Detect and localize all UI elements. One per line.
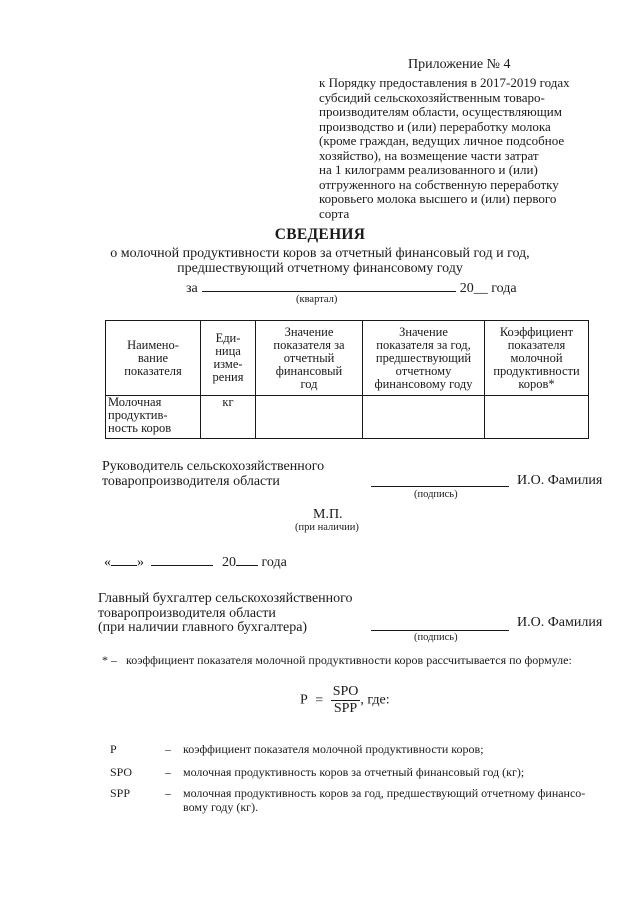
annex-line: отгруженного на собственную переработку	[319, 176, 559, 192]
legend-key: P	[110, 742, 117, 756]
footnote-mark: * –	[102, 653, 117, 667]
legend-text: коэффициент показателя молочной продуктивности коров;	[183, 742, 484, 756]
annex-line: производителям области, осуществляющим	[319, 104, 562, 119]
accountant-signature-hint: (подпись)	[414, 632, 458, 643]
cell-previous-year[interactable]	[363, 396, 485, 439]
subtitle-line-2: предшествующий отчетному финансовому году	[177, 261, 463, 276]
date-line	[104, 553, 287, 571]
accountant-line-3: (при наличии главного бухгалтера)	[98, 620, 308, 635]
cell-indicator: Молочная продуктив- ность коров	[106, 396, 201, 439]
quarter-hint: (квартал)	[296, 294, 338, 305]
formula-denominator: SPP	[333, 701, 358, 716]
cell-current-year[interactable]	[256, 396, 363, 439]
legend-key: SPP	[110, 786, 131, 800]
cell-coefficient[interactable]	[485, 396, 589, 439]
seal-hint: (при наличии)	[295, 522, 359, 533]
formula	[300, 684, 390, 717]
formula-fraction	[331, 684, 361, 717]
annex-line: субсидий сельскохозяйственным товаро-	[319, 89, 545, 105]
annex-description	[319, 76, 614, 221]
seal-label: М.П.	[313, 507, 343, 522]
quarter-blank[interactable]	[202, 279, 456, 292]
day-blank[interactable]	[111, 553, 137, 566]
table-row	[106, 396, 589, 439]
document-subtitle	[0, 246, 640, 276]
legend-dash: –	[165, 786, 171, 800]
formula-tail: , где:	[360, 692, 390, 708]
period-suffix: 20__ года	[459, 281, 517, 296]
year-prefix: 20	[222, 555, 236, 570]
month-blank[interactable]	[151, 553, 213, 566]
annex-title: Приложение № 4	[408, 57, 511, 72]
table-header-row	[106, 321, 589, 396]
year-suffix: года	[261, 555, 287, 570]
annex-line: на 1 килограмм реализованного и (или)	[319, 162, 538, 177]
col-header-coefficient: Коэффициент показателя молочной продуктивности коров*	[485, 321, 589, 396]
accountant-line-2: товаропроизводителя области	[98, 605, 276, 621]
head-title	[102, 460, 324, 489]
head-signature-line[interactable]	[371, 474, 509, 487]
formula-equals: =	[315, 692, 324, 708]
col-header-previous-year: Значение показателя за год, предшествующий отчетному финансовому году	[363, 321, 485, 396]
legend-dash: –	[165, 742, 171, 756]
date-open-quote: «	[104, 555, 111, 570]
footnote-text: коэффициент показателя молочной продуктивности коров рассчитывается по формуле:	[126, 653, 572, 667]
cell-unit: кг	[201, 396, 256, 439]
accountant-name: И.О. Фамилия	[517, 615, 603, 630]
head-name: И.О. Фамилия	[517, 473, 603, 488]
annex-line: (кроме граждан, ведущих личное подсобное	[319, 133, 565, 148]
formula-numerator: SPO	[332, 684, 359, 699]
annex-line: к Порядку предоставления в 2017-2019 годах	[319, 75, 570, 90]
annex-line: коровьего молока высшего и (или) первого	[319, 191, 557, 206]
subtitle-line-1: о молочной продуктивности коров за отчетный финансовый год и год,	[110, 246, 530, 261]
data-table	[105, 320, 589, 439]
accountant-title	[98, 592, 353, 636]
accountant-signature-line[interactable]	[371, 618, 509, 631]
legend-dash: –	[165, 765, 171, 779]
accountant-line-1: Главный бухгалтер сельскохозяйственного	[98, 591, 353, 606]
head-signature-hint: (подпись)	[414, 489, 458, 500]
col-header-indicator: Наимено- вание показателя	[106, 321, 201, 396]
year-blank[interactable]	[236, 553, 258, 566]
annex-line: производство и (или) переработку молока	[319, 118, 551, 134]
formula-lhs: P	[300, 692, 308, 708]
date-close-quote: »	[137, 555, 144, 570]
head-line-1: Руководитель сельскохозяйственного	[102, 459, 325, 474]
head-line-2: товаропроизводителя области	[102, 473, 280, 489]
col-header-unit: Еди- ница изме- рения	[201, 321, 256, 396]
legend-text: молочная продуктивность коров за отчетный финансовый год (кг);	[183, 765, 525, 779]
legend-key: SPO	[110, 765, 133, 779]
col-header-current-year: Значение показателя за отчетный финансовый год	[256, 321, 363, 396]
annex-line: хозяйство), на возмещение части затрат	[319, 147, 539, 163]
period-line	[186, 279, 517, 297]
period-prefix: за	[186, 281, 198, 296]
legend-text: молочная продуктивность коров за год, предшествующий отчетному финансо- вому году (кг).	[183, 786, 586, 814]
document-title: СВЕДЕНИЯ	[274, 226, 366, 243]
annex-line: сорта	[319, 205, 350, 221]
